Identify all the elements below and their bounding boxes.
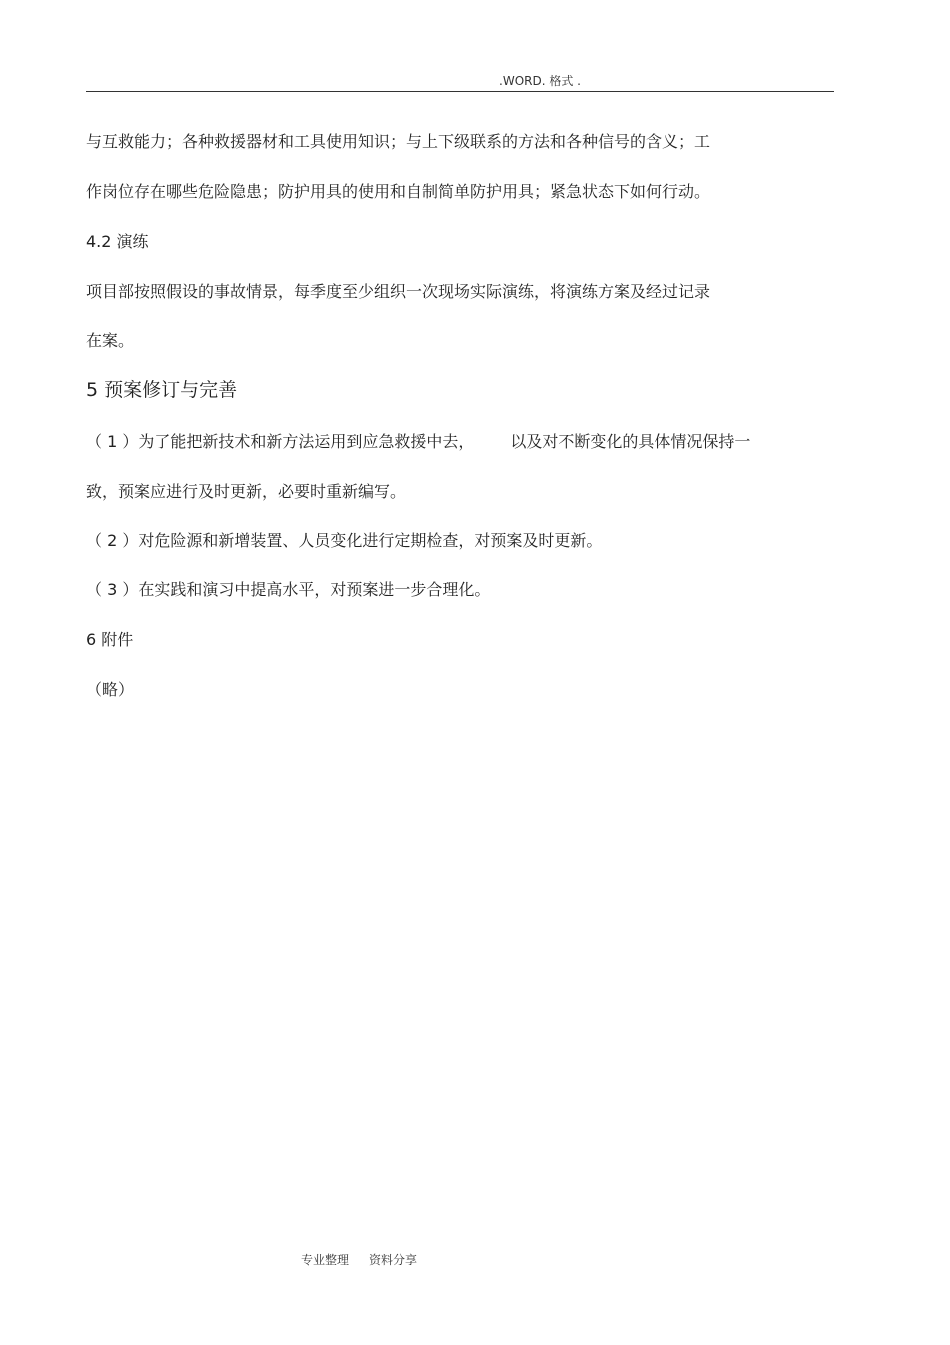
section-heading-5: 5 预案修订与完善 xyxy=(86,379,238,401)
footer-left: 专业整理 xyxy=(301,1253,350,1267)
revision-item-1-part-2: 以及对不断变化的具体情况保持一 xyxy=(510,432,751,451)
revision-item-1-line-1 xyxy=(86,432,750,452)
revision-item-2: （ 2 ）对危险源和新增装置、人员变化进行定期检查，对预案及时更新。 xyxy=(86,531,603,550)
header-label: .WORD. 格式 . xyxy=(499,74,581,88)
page-header xyxy=(0,72,950,89)
revision-item-1-line-2: 致，预案应进行及时更新，必要时重新编写。 xyxy=(86,482,407,501)
footer-right: 资料分享 xyxy=(369,1253,418,1267)
body-line-2: 作岗位存在哪些危险隐患；防护用具的使用和自制简单防护用具；紧急状态下如何行动。 xyxy=(86,182,711,201)
body-line-1: 与互救能力；各种救援器材和工具使用知识；与上下级联系的方法和各种信号的含义；工 xyxy=(86,132,711,151)
page-footer xyxy=(301,1251,417,1268)
revision-item-3: （ 3 ）在实践和演习中提高水平，对预案进一步合理化。 xyxy=(86,580,491,599)
drill-paragraph-line-1: 项目部按照假设的事故情景，每季度至少组织一次现场实际演练，将演练方案及经过记录 xyxy=(86,282,711,301)
appendix-note: （略） xyxy=(86,680,135,699)
section-heading-4-2: 4.2 演练 xyxy=(86,232,149,251)
section-heading-6: 6 附件 xyxy=(86,630,134,649)
drill-paragraph-line-2: 在案。 xyxy=(86,331,135,350)
revision-item-1-part-1: （ 1 ）为了能把新技术和新方法运用到应急救援中去， xyxy=(86,432,475,451)
header-divider xyxy=(86,91,834,92)
